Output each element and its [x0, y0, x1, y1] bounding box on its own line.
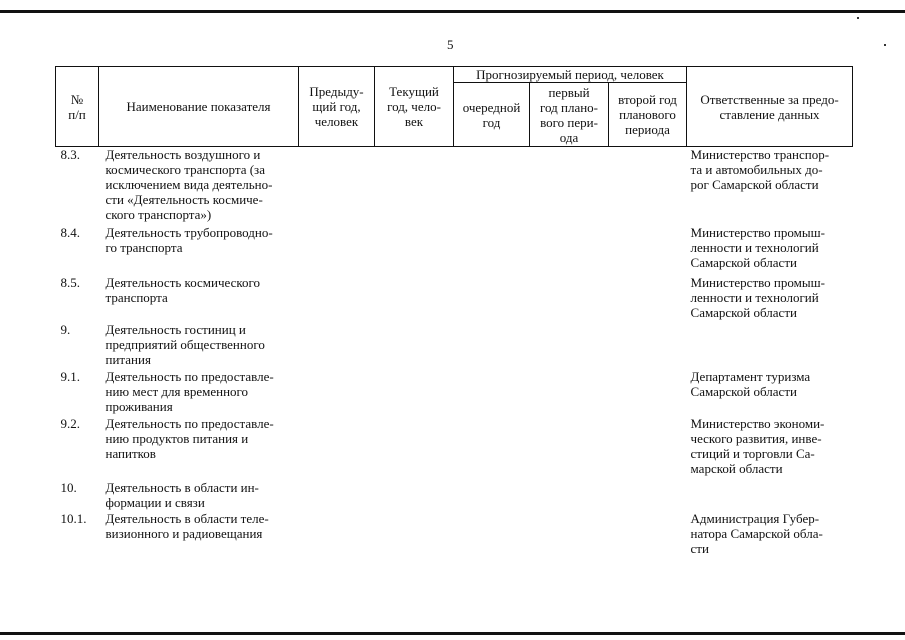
- row-num: 10.1.: [60, 510, 87, 526]
- row-num: 10.: [60, 479, 77, 495]
- row-num: 9.2.: [60, 415, 80, 431]
- row-responsible: Министерство промыш- ленности и технологий Самарской области: [690, 224, 825, 270]
- header-responsible: Ответственные за предо- ставление данных: [687, 67, 853, 147]
- row-num: 8.4.: [60, 224, 80, 240]
- row-responsible: [687, 322, 853, 369]
- top-border-rule: [0, 10, 905, 13]
- row-name: Деятельность в области теле- визионного и радиовещания: [105, 510, 269, 541]
- row-name: Деятельность трубопроводно- го транспорта: [105, 224, 273, 255]
- row-responsible: Администрация Губер- натора Самарской обла- сти: [690, 510, 823, 556]
- row-name: Деятельность космического транспорта: [105, 274, 261, 305]
- header-first-plan-year: первый год плано- вого пери- ода: [530, 83, 609, 147]
- header-forecast-group: Прогнозируемый период, человек: [454, 67, 687, 83]
- table-row: [56, 480, 853, 511]
- table-row: [56, 322, 853, 369]
- row-num: 8.3.: [60, 147, 80, 162]
- row-name: Деятельность гостиниц и предприятий общественного питания: [105, 321, 265, 367]
- scan-speck: [857, 17, 859, 19]
- table-row: [56, 369, 853, 416]
- row-responsible: Департамент туризма Самарской области: [690, 368, 811, 399]
- table-row: [56, 416, 853, 480]
- table-row: [56, 511, 853, 561]
- header-current-year: Текущий год, чело- век: [375, 67, 454, 147]
- header-num: № п/п: [56, 67, 99, 147]
- row-num: 8.5.: [60, 274, 80, 290]
- table-row: [56, 275, 853, 322]
- report-table: [55, 66, 853, 561]
- scan-speck: [884, 44, 886, 46]
- header-next-year: очередной год: [454, 83, 530, 147]
- row-responsible: Министерство промыш- ленности и технологий Самарской области: [690, 274, 825, 320]
- row-responsible: Министерство транспор- та и автомобильных до- рог Самарской области: [690, 147, 830, 192]
- header-second-plan-year: второй год планового периода: [609, 83, 687, 147]
- table-row: [56, 147, 853, 225]
- table-row: [56, 225, 853, 275]
- row-name: Деятельность по предоставле- нию продуктов питания и напитков: [105, 415, 274, 461]
- row-name: Деятельность по предоставле- нию мест для временного проживания: [105, 368, 274, 414]
- header-prev-year: Предыду- щий год, человек: [299, 67, 375, 147]
- row-responsible: [687, 480, 853, 511]
- row-name: Деятельность воздушного и космического транспорта (за исключением вида деятельно- сти «Деятельность космиче- ского транспорта»): [105, 147, 273, 222]
- page-number: 5: [447, 37, 454, 52]
- header-name: Наименование показателя: [99, 67, 299, 147]
- row-num: 9.1.: [60, 368, 80, 384]
- row-num: 9.: [60, 321, 71, 337]
- bottom-border-rule: [0, 632, 905, 635]
- row-name: Деятельность в области ин- формации и связи: [105, 479, 259, 510]
- row-responsible: Министерство экономи- ческого развития, инве- стиций и торговли Са- марской области: [690, 415, 825, 476]
